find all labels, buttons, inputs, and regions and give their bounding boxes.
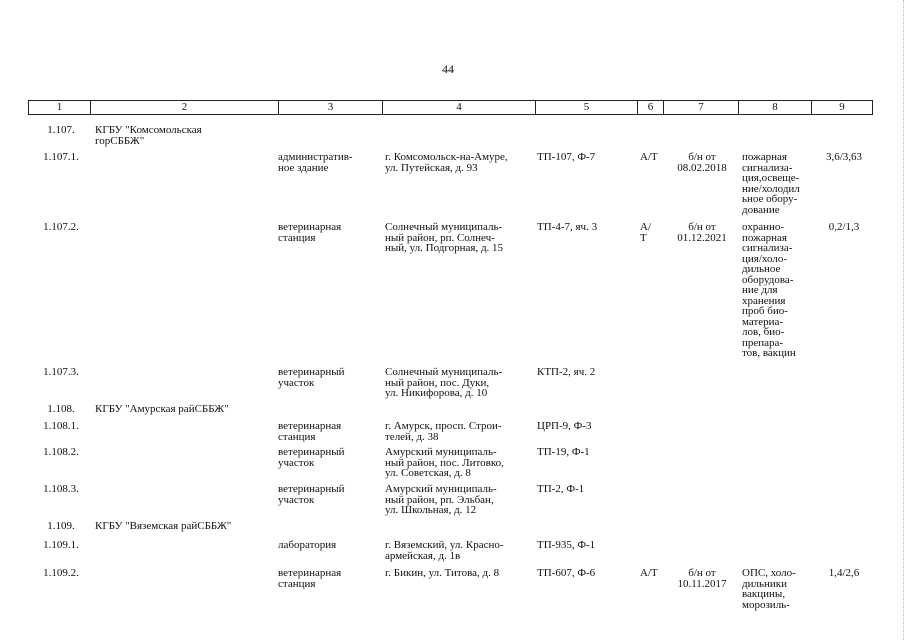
substation: КТП-2, яч. 2 bbox=[537, 366, 596, 378]
load-purpose: пожарная сигнализа- ция,освеще- ние/холодил ьное обору- дование bbox=[742, 151, 800, 216]
object-name: лаборатория bbox=[278, 539, 337, 551]
object-address: г. Комсомольск-на-Амуре, ул. Путейская, д. 93 bbox=[385, 151, 508, 174]
row-number: 1.108. bbox=[47, 403, 75, 415]
row-number: 1.107. bbox=[47, 124, 75, 136]
substation: ТП-935, Ф-1 bbox=[537, 539, 596, 551]
row-number: 1.109. bbox=[47, 520, 75, 532]
row-number: 1.108.2. bbox=[43, 446, 79, 458]
organization-name: КГБУ "Вяземская райСББЖ" bbox=[95, 520, 232, 532]
row-number: 1.107.3. bbox=[43, 366, 79, 378]
row-number: 1.109.1. bbox=[43, 539, 79, 551]
substation: ТП-607, Ф-6 bbox=[537, 567, 596, 579]
substation: ЦРП-9, Ф-3 bbox=[537, 420, 592, 432]
object-name: ветеринарная станция bbox=[278, 221, 342, 244]
header-col-3: 3 bbox=[278, 101, 382, 114]
supply-type: А/Т bbox=[640, 151, 658, 163]
contract-document: б/н от 01.12.2021 bbox=[677, 221, 727, 244]
header-col-7: 7 bbox=[663, 101, 738, 114]
contract-document: б/н от 10.11.2017 bbox=[677, 567, 727, 590]
row-number: 1.109.2. bbox=[43, 567, 79, 579]
object-address: г. Бикин, ул. Титова, д. 8 bbox=[385, 567, 500, 579]
object-address: Амурский муниципаль- ный район, пос. Литовко, ул. Советская, д. 8 bbox=[385, 446, 504, 479]
object-address: г. Амурск, просп. Строи- телей, д. 38 bbox=[385, 420, 502, 443]
supply-type: А/Т bbox=[640, 567, 658, 579]
substation: ТП-19, Ф-1 bbox=[537, 446, 590, 458]
substation: ТП-2, Ф-1 bbox=[537, 483, 585, 495]
row-number: 1.108.1. bbox=[43, 420, 79, 432]
object-name: ветеринарная станция bbox=[278, 567, 342, 590]
organization-name: КГБУ "Комсомольская горСББЖ" bbox=[95, 124, 202, 147]
load-purpose: ОПС, холо- дильники вакцины, морозиль- bbox=[742, 567, 796, 611]
object-address: Солнечный муниципаль- ный район, пос. Дуки, ул. Никифорова, д. 10 bbox=[385, 366, 503, 399]
table-header bbox=[28, 100, 873, 115]
object-address: Амурский муниципаль- ный район, рп. Эльбан, ул. Школьная, д. 12 bbox=[385, 483, 497, 516]
organization-name: КГБУ "Амурская райСББЖ" bbox=[95, 403, 229, 415]
power-value: 1,4/2,6 bbox=[828, 567, 860, 579]
header-col-4: 4 bbox=[382, 101, 535, 114]
object-address: Солнечный муниципаль- ный район, рп. Солнеч- ный, ул. Подгорная, д. 15 bbox=[385, 221, 504, 254]
power-value: 3,6/3,63 bbox=[825, 151, 863, 163]
row-number: 1.107.2. bbox=[43, 221, 79, 233]
header-col-6: 6 bbox=[637, 101, 663, 114]
substation: ТП-4-7, яч. 3 bbox=[537, 221, 598, 233]
header-col-8: 8 bbox=[738, 101, 811, 114]
row-number: 1.108.3. bbox=[43, 483, 79, 495]
object-name: ветеринарный участок bbox=[278, 446, 345, 469]
substation: ТП-107, Ф-7 bbox=[537, 151, 596, 163]
object-name: административ- ное здание bbox=[278, 151, 353, 174]
page-number: 44 bbox=[442, 62, 454, 76]
object-name: ветеринарный участок bbox=[278, 366, 345, 389]
object-name: ветеринарная станция bbox=[278, 420, 342, 443]
power-value: 0,2/1,3 bbox=[828, 221, 860, 233]
header-col-2: 2 bbox=[90, 101, 278, 114]
header-col-1: 1 bbox=[56, 101, 63, 113]
load-purpose: охранно- пожарная сигнализа- ция/холо- дильное оборудова- ние для хранения проб био- материа- лов, био- препара- тов, вакцин bbox=[742, 221, 796, 359]
scan-edge-line bbox=[901, 0, 904, 640]
row-number: 1.107.1. bbox=[43, 151, 79, 163]
header-col-9: 9 bbox=[811, 101, 872, 114]
object-name: ветеринарный участок bbox=[278, 483, 345, 506]
supply-type: А/ Т bbox=[640, 221, 651, 244]
header-col-5: 5 bbox=[535, 101, 637, 114]
contract-document: б/н от 08.02.2018 bbox=[677, 151, 727, 174]
object-address: г. Вяземский, ул. Красно- армейская, д. 1в bbox=[385, 539, 504, 562]
